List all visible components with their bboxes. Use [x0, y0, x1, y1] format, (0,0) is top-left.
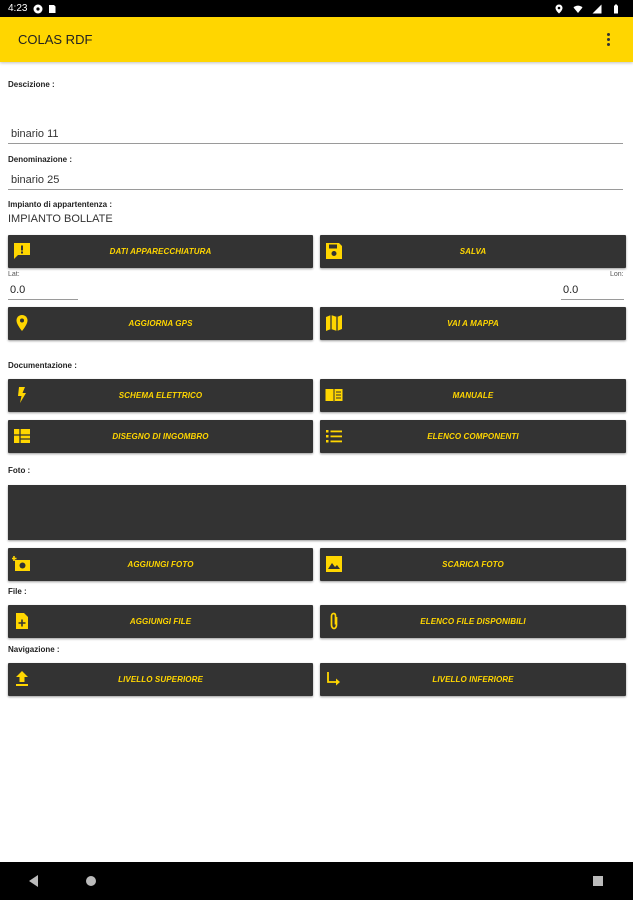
image-icon — [324, 554, 344, 574]
sim-card-icon — [47, 4, 57, 14]
signal-icon — [592, 4, 602, 14]
foto-label: Foto : — [8, 466, 31, 475]
photo-gallery[interactable] — [8, 485, 626, 540]
home-icon[interactable] — [83, 873, 99, 889]
scarica-foto-button[interactable] — [320, 548, 626, 581]
scarica-foto-label: SCARICA FOTO — [442, 560, 504, 569]
app-bar — [0, 17, 633, 62]
denominazione-input[interactable] — [8, 174, 623, 190]
upload-icon — [12, 669, 32, 689]
system-nav-bar — [0, 862, 633, 900]
recents-icon[interactable] — [590, 873, 606, 889]
file-label: File : — [8, 587, 27, 596]
manuale-label: MANUALE — [452, 391, 494, 400]
alert-message-icon — [12, 241, 32, 261]
status-time: 4:23 — [8, 3, 28, 14]
livello-superiore-button[interactable] — [8, 663, 313, 696]
livello-superiore-label: LIVELLO SUPERIORE — [118, 675, 203, 684]
add-photo-icon — [12, 554, 32, 574]
settings-icon — [33, 4, 43, 14]
aggiungi-file-button[interactable] — [8, 605, 313, 638]
attachment-icon — [324, 611, 344, 631]
salva-label: SALVA — [459, 247, 487, 256]
denominazione-label: Denominazione : — [8, 155, 73, 164]
location-pin-icon — [12, 313, 32, 333]
documentazione-label: Documentazione : — [8, 361, 77, 370]
lon-label: Lon: — [610, 271, 624, 278]
wifi-icon — [573, 4, 583, 14]
descrizione-input[interactable] — [8, 128, 623, 144]
dashboard-icon — [12, 426, 32, 446]
note-add-icon — [12, 611, 32, 631]
more-vert-icon[interactable] — [601, 30, 615, 50]
salva-button[interactable] — [320, 235, 626, 268]
book-icon — [324, 385, 344, 405]
save-icon — [324, 241, 344, 261]
impianto-value: IMPIANTO BOLLATE — [8, 213, 113, 225]
vai-a-mappa-label: VAI A MAPPA — [447, 319, 499, 328]
livello-inferiore-label: LIVELLO INFERIORE — [432, 675, 514, 684]
vai-a-mappa-button[interactable] — [320, 307, 626, 340]
aggiungi-file-label: AGGIUNGI FILE — [129, 617, 192, 626]
elenco-componenti-label: ELENCO COMPONENTI — [427, 432, 519, 441]
elenco-componenti-button[interactable] — [320, 420, 626, 453]
aggiorna-gps-button[interactable] — [8, 307, 313, 340]
app-title: COLAS RDF — [18, 32, 93, 47]
elenco-file-disponibili-label: ELENCO FILE DISPONIBILI — [420, 617, 526, 626]
impianto-label: Impianto di appartentenza : — [8, 200, 113, 209]
flash-icon — [12, 385, 32, 405]
dati-apparecchiatura-label: DATI APPARECCHIATURA — [109, 247, 212, 256]
disegno-di-ingombro-button[interactable] — [8, 420, 313, 453]
aggiungi-foto-button[interactable] — [8, 548, 313, 581]
status-bar — [0, 0, 633, 17]
livello-inferiore-button[interactable] — [320, 663, 626, 696]
map-icon — [324, 313, 344, 333]
lon-input[interactable] — [561, 284, 624, 300]
battery-icon — [611, 4, 621, 14]
aggiorna-gps-label: AGGIORNA GPS — [128, 319, 193, 328]
dati-apparecchiatura-button[interactable] — [8, 235, 313, 268]
navigazione-label: Navigazione : — [8, 645, 60, 654]
schema-elettrico-label: SCHEMA ELETTRICO — [118, 391, 203, 400]
elenco-file-disponibili-button[interactable] — [320, 605, 626, 638]
list-icon — [324, 426, 344, 446]
lat-input[interactable] — [8, 284, 78, 300]
descrizione-label: Descizione : — [8, 80, 55, 89]
location-icon — [554, 4, 564, 14]
lat-label: Lat: — [8, 271, 20, 278]
aggiungi-foto-label: AGGIUNGI FOTO — [127, 560, 194, 569]
subdirectory-arrow-right-icon — [324, 669, 344, 689]
back-icon[interactable] — [26, 873, 42, 889]
disegno-di-ingombro-label: DISEGNO DI INGOMBRO — [112, 432, 209, 441]
manuale-button[interactable] — [320, 379, 626, 412]
schema-elettrico-button[interactable] — [8, 379, 313, 412]
